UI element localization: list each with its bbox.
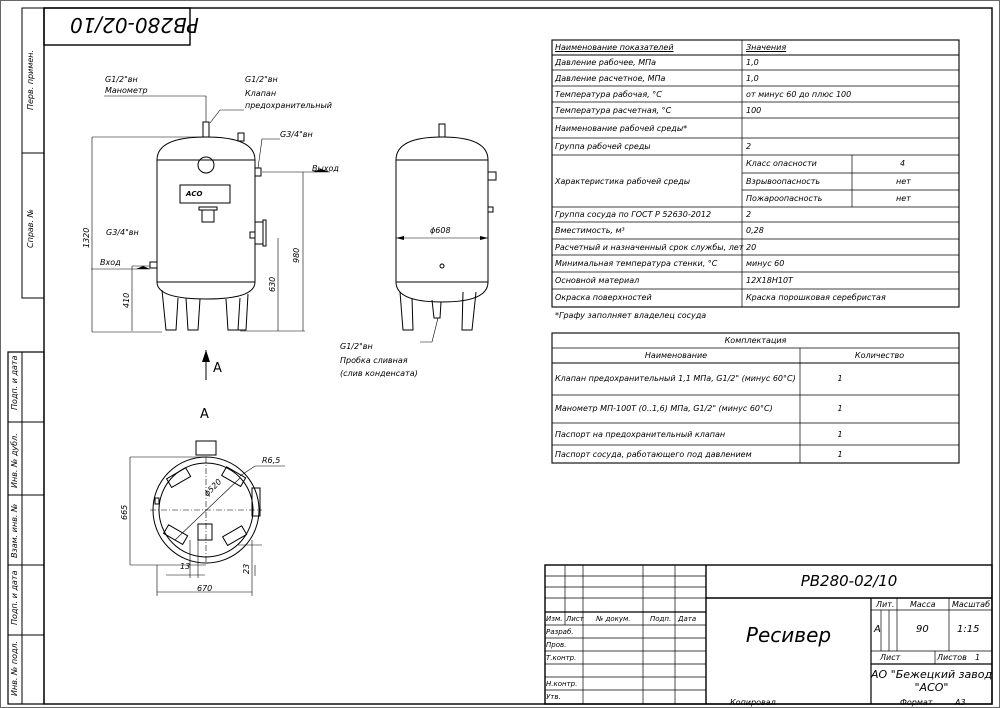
strip-label-1: Перв. примен. <box>26 49 35 110</box>
manometer-label: Манометр <box>105 86 148 95</box>
spec-row-value: 1,0 <box>746 58 759 67</box>
kit-row-name: Манометр МП-100Т (0..1,6) МПа, G1/2" (минус 60°С) <box>555 404 773 413</box>
dim-side: 630 <box>268 276 277 292</box>
dim-inlet: 410 <box>122 292 131 308</box>
kit-header-qty: Количество <box>854 351 905 360</box>
spec-row-value: 0,28 <box>746 226 764 235</box>
format-label: Формат <box>900 698 933 707</box>
scale-head: Масштаб <box>952 600 991 609</box>
spec-row-name: Основной материал <box>555 276 640 285</box>
col-head-change: Изм. <box>546 615 563 623</box>
strip-label-3: Подп. и дата <box>10 355 19 410</box>
spec-row-value: 100 <box>746 106 762 115</box>
role-approver: Утв. <box>546 693 561 701</box>
dim-bolt-circle: ϕ520 <box>202 477 224 499</box>
inlet-thread: G3/4"вн <box>106 228 139 237</box>
spec-row-name: Группа сосуда по ГОСТ Р 52630-2012 <box>555 210 712 219</box>
spec-row-name: Группа рабочей среды <box>555 142 651 151</box>
spec-row-name: Вместимость, м³ <box>555 226 625 235</box>
dim-outlet: 980 <box>292 247 301 263</box>
spec-header-value: Значения <box>746 43 787 52</box>
spec-row-name: Расчетный и назначенный срок службы, лет <box>555 243 744 252</box>
kit-row-name: Паспорт сосуда, работающего под давлением <box>555 450 752 459</box>
role-developer: Разраб. <box>546 628 574 636</box>
spec-env-name: Взрывоопасность <box>746 177 821 186</box>
spec-row-value: 12Х18Н10Т <box>746 276 793 285</box>
view-title: A <box>200 407 209 422</box>
strip-label-2: Справ. № <box>26 209 35 248</box>
outlet-label: Выход <box>312 164 339 173</box>
spec-header-name: Наименование показателей <box>555 43 674 52</box>
kit-row-qty: 1 <box>837 430 843 439</box>
format-value: А3 <box>955 698 966 707</box>
lit-head: Лит. <box>876 600 895 609</box>
spec-env-name: Пожароопасность <box>746 194 823 203</box>
role-norm-control: Н.контр. <box>546 680 578 688</box>
outlet-thread: G3/4"вн <box>280 130 313 139</box>
col-head-doc: № докум. <box>596 615 631 623</box>
spec-row-value: от минус 60 до плюс 100 <box>746 90 852 99</box>
lit-value: А <box>874 624 881 635</box>
col-head-sheet: Лист <box>566 615 584 623</box>
company-line-2: "АСО" <box>914 681 949 694</box>
company-line-1: АО "Бежецкий завод <box>871 668 993 681</box>
spec-row-value: 2 <box>746 210 752 219</box>
spec-env-label: Характеристика рабочей среды <box>555 177 691 186</box>
strip-label-6: Подп. и дата <box>10 570 19 625</box>
kit-header-name: Наименование <box>644 351 708 360</box>
spec-row-value: 20 <box>746 243 757 252</box>
dim-height: 1320 <box>82 227 91 248</box>
kit-row-qty: 1 <box>837 404 843 413</box>
spec-row-name: Окраска поверхностей <box>555 293 652 302</box>
scale-value: 1:15 <box>957 624 980 635</box>
kit-row-qty: 1 <box>837 450 843 459</box>
manometer-thread: G1/2"вн <box>105 75 138 84</box>
spec-row-name: Давление рабочее, МПа <box>555 58 657 67</box>
dim-diameter: ϕ608 <box>430 226 451 235</box>
role-checker: Пров. <box>546 641 567 649</box>
spec-row-value: 1,0 <box>746 74 759 83</box>
sheet-label: Лист <box>880 653 901 662</box>
mass-head: Масса <box>910 600 936 609</box>
copied-label: Копировал <box>730 698 776 707</box>
title-block-code: РВ280-02/10 <box>800 572 898 590</box>
kit-row-qty: 1 <box>837 374 843 383</box>
dim-radius: R6,5 <box>262 456 281 465</box>
strip-label-4: Инв. № дубл. <box>10 433 19 488</box>
spec-row-name: Давление расчетное, МПа <box>555 74 666 83</box>
spec-env-value: нет <box>896 177 911 186</box>
title-block-name: Ресивер <box>745 623 832 647</box>
sheets-value: 1 <box>975 653 981 662</box>
spec-row-value: Краска порошковая серебристая <box>746 293 886 302</box>
col-head-sign: Подп. <box>650 615 672 623</box>
vessel-logo: АСО <box>186 190 203 198</box>
spec-row-value: минус 60 <box>746 259 785 268</box>
spec-row-name: Температура расчетная, °С <box>555 106 672 115</box>
spec-row-name: Минимальная температура стенки, °С <box>555 259 718 268</box>
spec-env-name: Класс опасности <box>746 159 817 168</box>
kit-row-name: Клапан предохранительный 1,1 МПа, G1/2" (минус 60°С) <box>555 374 796 383</box>
spec-footnote: *Графу заполняет владелец сосуда <box>555 311 707 320</box>
sheets-label: Листов <box>937 653 967 662</box>
dim-plan-width: 670 <box>197 584 213 593</box>
dim-foot-width: 13 <box>180 562 191 571</box>
valve-thread: G1/2"вн <box>245 75 278 84</box>
valve-label-2: предохранительный <box>245 101 332 110</box>
drain-thread: G1/2"вн <box>340 342 373 351</box>
mass-value: 90 <box>916 624 929 635</box>
kit-row-name: Паспорт на предохранительный клапан <box>555 430 726 439</box>
spec-env-value: 4 <box>900 159 906 168</box>
spec-env-value: нет <box>896 194 911 203</box>
strip-label-7: Инв. № подл. <box>10 640 19 696</box>
strip-label-5: Взам. инв. № <box>10 503 19 558</box>
inlet-label: Вход <box>100 258 121 267</box>
drain-label-2: (слив конденсата) <box>340 369 418 378</box>
spec-row-value: 2 <box>746 142 752 151</box>
drain-label-1: Пробка сливная <box>340 356 408 365</box>
col-head-date: Дата <box>678 615 697 623</box>
spec-row-name: Температура рабочая, °С <box>555 90 662 99</box>
dim-foot-height: 23 <box>242 563 251 574</box>
kit-title: Комплектация <box>724 336 787 345</box>
view-arrow-label: A <box>213 361 222 376</box>
role-tech-control: Т.контр. <box>546 654 577 662</box>
spec-row-name: Наименование рабочей среды* <box>555 124 688 133</box>
stamp-code: РВ280-02/10 <box>70 13 199 37</box>
valve-label-1: Клапан <box>245 89 277 98</box>
dim-plan-height: 665 <box>120 504 129 520</box>
